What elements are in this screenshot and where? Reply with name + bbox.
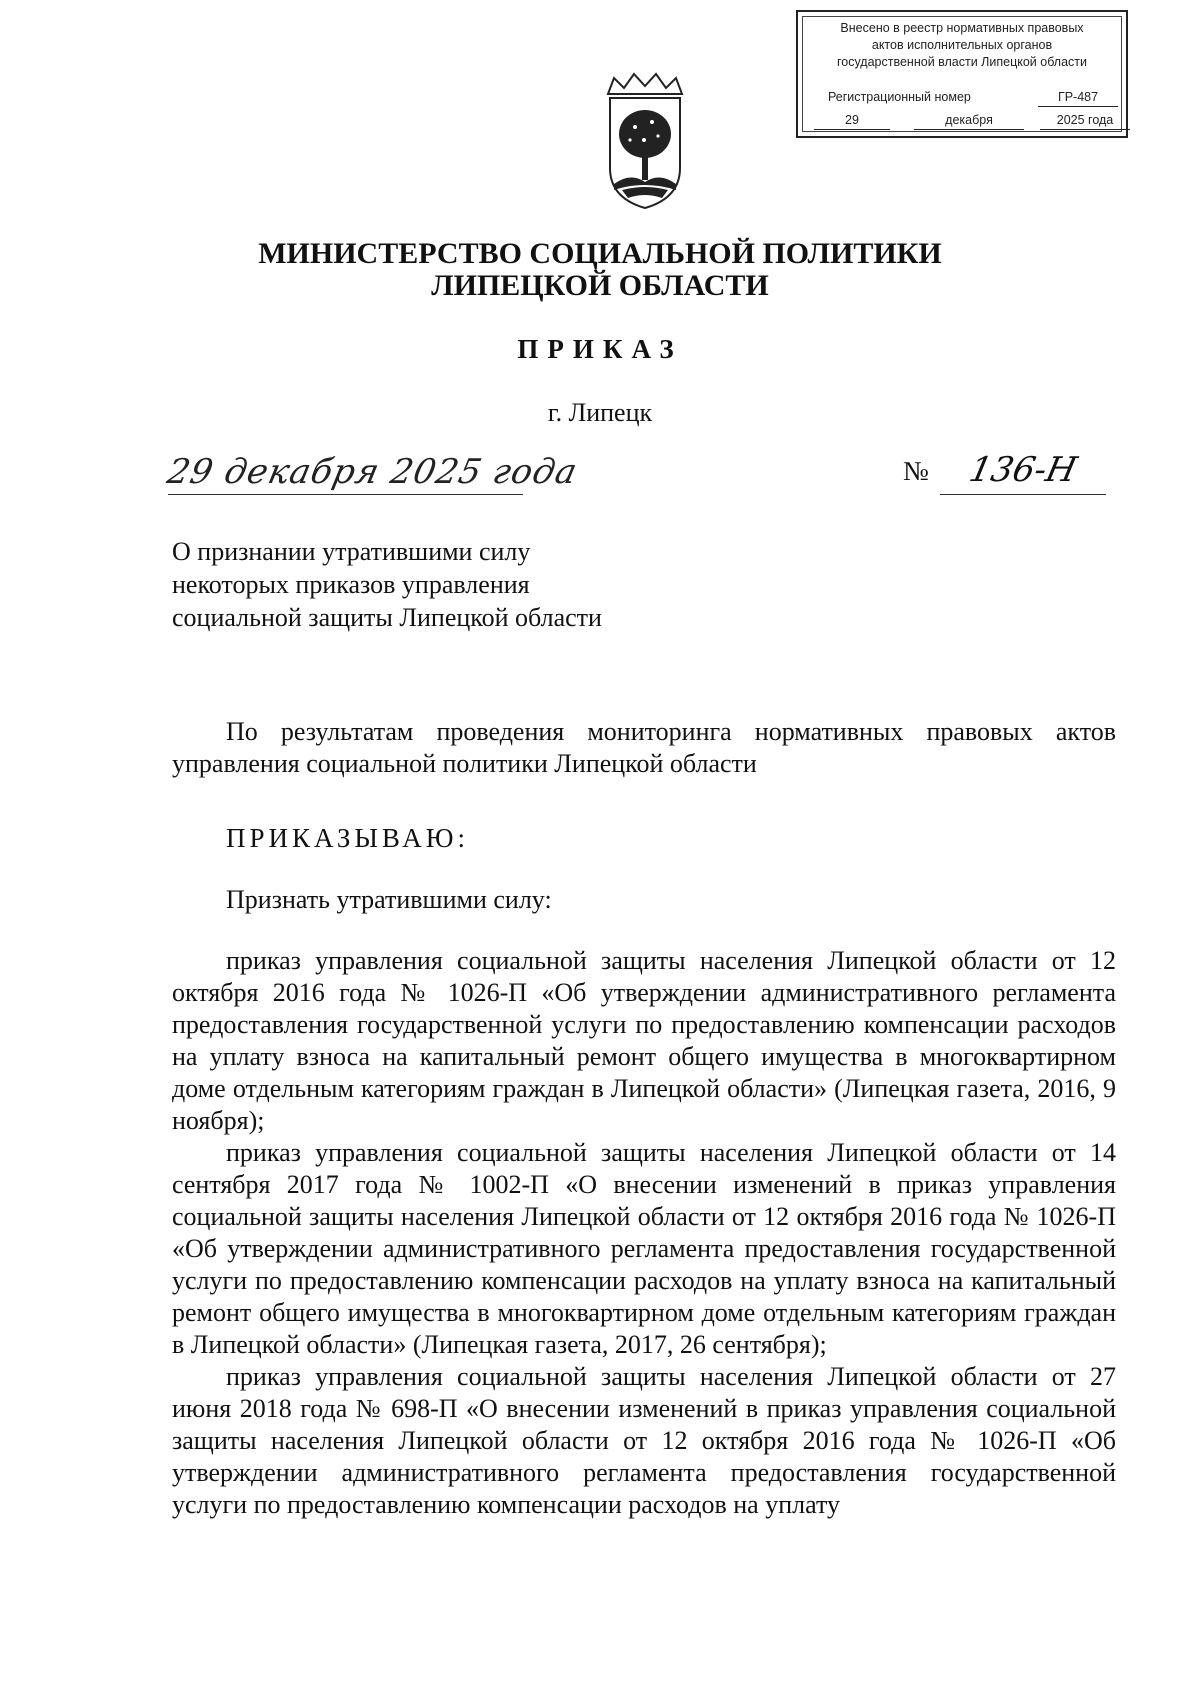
subject-line-3: социальной защиты Липецкой области (172, 603, 602, 632)
stamp-day: 29 (814, 112, 890, 130)
stamp-registration-row (828, 89, 1116, 107)
list-item: приказ управления социальной защиты населения Липецкой области от 12 октября 2016 года № 1026-П «Об утверждении административного регламента предоставления государственной услуги по предоставлению компенсации расходов на уплату взноса на капитальный ремонт общего имущества в многоквартирном доме отдельным категориям граждан в Липецкой области» (Липецкая газета, 2016, 9 ноября); (172, 946, 1116, 1135)
decree-word: ПРИКАЗЫВАЮ: (226, 823, 469, 853)
stamp-reg-number: ГР-487 (1038, 89, 1118, 107)
subject-line-2: некоторых приказов управления (172, 570, 530, 599)
repealed-orders-list (172, 945, 1116, 1521)
stamp-year: 2025 года (1040, 112, 1130, 130)
coat-of-arms-icon (600, 72, 690, 212)
handwritten-number: 136-Н (965, 450, 1081, 490)
list-item: приказ управления социальной защиты населения Липецкой области от 27 июня 2018 года № 698-П «О внесении изменений в приказ управления социальной защиты населения Липецкой области от 12 октября 2016 года № 1026-П «Об утверждении административного регламента предоставления государственной услуги по предоставлению компенсации расходов на уплату (172, 1362, 1116, 1519)
stamp-month: декабря (914, 112, 1024, 130)
stamp-date-row (814, 112, 1116, 130)
document-city: г. Липецк (547, 398, 653, 427)
date-underline (168, 494, 523, 495)
stamp-line-1: Внесено в реестр нормативных правовых (840, 21, 1084, 35)
intro-paragraph: По результатам проведения мониторинга нормативных правовых актов управления социальной политики Липецкой области (172, 717, 1116, 778)
recognize-statement: Признать утратившими силу: (226, 885, 552, 914)
stamp-line-2: актов исполнительных органов (871, 38, 1053, 52)
subject-line-1: О признании утратившими силу (172, 537, 531, 566)
intro-paragraph-block (172, 716, 1116, 780)
list-item: приказ управления социальной защиты населения Липецкой области от 14 сентября 2017 года № 1002-П «О внесении изменений в приказ управления социальной защиты населения Липецкой области от 12 октября 2016 года № 1026-П «Об утверждении административного регламента предоставления государственной услуги по предоставлению компенсации расходов на уплату взноса на капитальный ремонт общего имущества в многоквартирном доме отдельным категориям граждан в Липецкой области» (Липецкая газета, 2017, 26 сентября); (172, 1138, 1116, 1359)
registration-stamp (796, 10, 1128, 138)
number-underline (940, 494, 1106, 495)
handwritten-date: 29 декабря 2025 года (163, 452, 582, 492)
ministry-name-line-1: МИНИСТЕРСТВО СОЦИАЛЬНОЙ ПОЛИТИКИ (258, 237, 942, 270)
stamp-line-3: государственной власти Липецкой области (836, 55, 1088, 69)
document-type: ПРИКАЗ (517, 334, 683, 364)
ministry-name-line-2: ЛИПЕЦКОЙ ОБЛАСТИ (431, 269, 769, 302)
number-label: № (903, 456, 929, 486)
stamp-header (804, 20, 1120, 71)
stamp-reg-label: Регистрационный номер (828, 90, 971, 104)
document-subject (172, 535, 602, 634)
